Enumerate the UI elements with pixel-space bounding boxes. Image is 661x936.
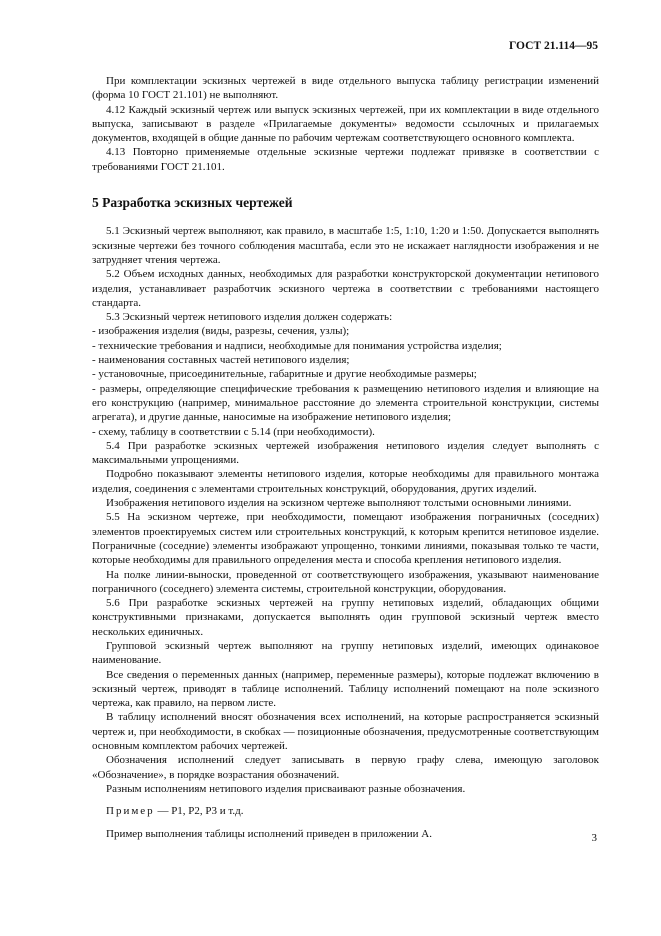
paragraph-4-13: 4.13 Повторно применяемые отдельные эскизные чертежи подлежат привязке в соответствии с требованиями ГОСТ 21.101. bbox=[92, 146, 599, 173]
paragraph-5-6: 5.6 При разработке эскизных чертежей на группу нетиповых изделий, обладающих общими конструктивными признаками, допускается выполнять один групповой эскизный чертеж вместо нескольких единичных. bbox=[92, 597, 599, 638]
paragraph: В таблицу исполнений вносят обозначения всех исполнений, на которые распространяется эскизный чертеж и, при необходимости, в скобках — позиционные обозначения, предусмотренные соответствующим основным комплектом рабочих чертежей. bbox=[92, 711, 599, 753]
paragraph: Обозначения исполнений следует записывать в первую графу слева, имеющую заголовок «Обозначение», в порядке возрастания обозначений. bbox=[92, 754, 599, 781]
paragraph: Все сведения о переменных данных (например, переменные размеры), которые подлежат включению в эскизный чертеж, приводят в таблице исполнений. Таблицу исполнений помещают на поле эскизного чертежа, как правило, на первом листе. bbox=[92, 668, 599, 710]
paragraph-5-3: 5.3 Эскизный чертеж нетипового изделия должен содержать: bbox=[106, 311, 393, 324]
example-text: — P1, P2, P3 и т.д. bbox=[154, 805, 244, 818]
list-item: - размеры, определяющие специфические требования к размещению нетипового изделия и влияющие на его конструкцию (например, минимальное расстояние до элемента строительной конструкции, системы агрегата), и другие данные, наносимые на изображение нетипового изделия; bbox=[92, 382, 599, 424]
list-item: - схему, таблицу в соответствии с 5.14 (при необходимости). bbox=[92, 425, 375, 438]
document-code-header: ГОСТ 21.114—95 bbox=[509, 40, 598, 52]
paragraph-5-4: 5.4 При разработке эскизных чертежей изображения нетипового изделия следует выполнять с максимальными упрощениями. bbox=[92, 439, 599, 467]
list-item: - наименования составных частей нетипового изделия; bbox=[92, 354, 350, 367]
page-body bbox=[92, 74, 599, 841]
example-label: Пример bbox=[106, 805, 155, 818]
paragraph-4-12: 4.12 Каждый эскизный чертеж или выпуск эскизных чертежей, при их комплектации в виде отдельного выпуска, записывают в разделе «Прилагаемые документы» ведомости ссылочных и прилагаемых документов, входящей в общие данные по рабочим чертежам соответствующего основного комплекта. bbox=[92, 103, 599, 145]
final-paragraph: Пример выполнения таблицы исполнений приведен в приложении А. bbox=[106, 827, 432, 840]
paragraph-5-1: 5.1 Эскизный чертеж выполняют, как правило, в масштабе 1:5, 1:10, 1:20 и 1:50. Допускается выполнять эскизные чертежи без точного соблюдения масштаба, если это не искажает наглядности изображения и не затрудняет чтения чертежа. bbox=[92, 225, 599, 266]
paragraph: На полке линии-выноски, проведенной от соответствующего изображения, указывают наименование пограничного (соседнего) элемента системы, строительной конструкции, оборудования. bbox=[92, 568, 599, 595]
paragraph: Разным исполнениям нетипового изделия присваивают разные обозначения. bbox=[106, 782, 466, 795]
paragraph: При комплектации эскизных чертежей в виде отдельного выпуска таблицу регистрации изменений (форма 10 ГОСТ 21.101) не выполняют. bbox=[92, 75, 599, 102]
paragraph: Групповой эскизный чертеж выполняют на группу нетиповых изделий, имеющих одинаковое наименование. bbox=[92, 639, 599, 667]
paragraph-5-5: 5.5 На эскизном чертеже, при необходимости, помещают изображения пограничных (соседних) элементов проектируемых систем или строительных конструкций, к которым крепится нетиповое изделие. Пограничные (соседние) элементы изображают упрощенно, тонкими линиями, показывая только те части, которые необходимы для правильного определения места и способа крепления нетипового изделия. bbox=[92, 511, 599, 567]
example-line bbox=[92, 804, 599, 818]
page-number: 3 bbox=[591, 832, 597, 844]
list-item: - установочные, присоединительные, габаритные и другие необходимые размеры; bbox=[92, 368, 477, 381]
list-item: - изображения изделия (виды, разрезы, сечения, узлы); bbox=[92, 325, 350, 338]
list-item: - технические требования и надписи, необходимые для понимания устройства изделия; bbox=[92, 339, 502, 352]
section-title: 5 Разработка эскизных чертежей bbox=[92, 195, 293, 211]
paragraph: Изображения нетипового изделия на эскизном чертеже выполняют толстыми основными линиями. bbox=[106, 497, 572, 510]
paragraph-5-2: 5.2 Объем исходных данных, необходимых для разработки конструкторской документации нетипового изделия, устанавливает разработчик эскизного чертежа в соответствии с требованиями настоящего стандарта. bbox=[92, 268, 599, 309]
paragraph: Подробно показывают элементы нетипового изделия, которые необходимы для правильного монтажа изделия, соединения с элементами строительных конструкций, оборудования, других изделий. bbox=[92, 468, 599, 495]
